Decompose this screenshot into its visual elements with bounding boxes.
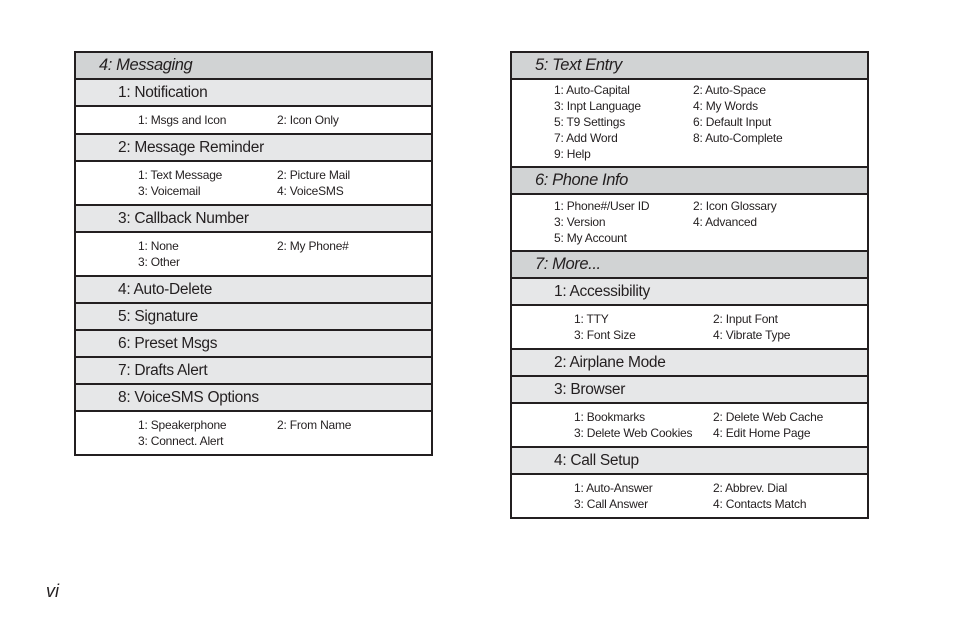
option: 9: Help <box>554 147 591 161</box>
menu-item-drafts-alert: 7: Drafts Alert <box>76 358 431 385</box>
notification-options <box>76 107 431 135</box>
option: 1: Text Message <box>138 168 223 182</box>
option: 1: Auto-Capital <box>554 83 630 97</box>
option: 4: Advanced <box>693 215 757 229</box>
option: 1: Phone#/User ID <box>554 199 650 213</box>
option: 4: VoiceSMS <box>277 184 344 198</box>
option: 3: Call Answer <box>574 497 648 511</box>
option: 1: Auto-Answer <box>574 481 653 495</box>
option: 2: Delete Web Cache <box>713 410 824 424</box>
menu-item-call-setup: 4: Call Setup <box>512 448 867 475</box>
browser-options <box>512 404 867 448</box>
option: 3: Inpt Language <box>554 99 641 113</box>
option: 3: Voicemail <box>138 184 201 198</box>
option: 4: Edit Home Page <box>713 426 811 440</box>
phone-info-header: 6: Phone Info <box>512 168 867 195</box>
menu-item-auto-delete: 4: Auto-Delete <box>76 277 431 304</box>
option: 3: Connect. Alert <box>138 434 224 448</box>
option: 2: From Name <box>277 418 352 432</box>
option: 3: Font Size <box>574 328 636 342</box>
option: 6: Default Input <box>693 115 772 129</box>
option: 2: Icon Glossary <box>693 199 777 213</box>
option: 1: TTY <box>574 312 609 326</box>
option: 2: Picture Mail <box>277 168 351 182</box>
more-header: 7: More... <box>512 252 867 279</box>
page-number: vi <box>46 581 59 601</box>
menu-item-voicesms-options: 8: VoiceSMS Options <box>76 385 431 412</box>
menu-item-airplane-mode: 2: Airplane Mode <box>512 350 867 377</box>
messaging-menu-table <box>74 51 433 456</box>
option: 2: Auto-Space <box>693 83 766 97</box>
menu-item-preset-msgs: 6: Preset Msgs <box>76 331 431 358</box>
option: 8: Auto-Complete <box>693 131 783 145</box>
option: 5: T9 Settings <box>554 115 626 129</box>
messaging-header: 4: Messaging <box>76 53 431 80</box>
message-reminder-options <box>76 162 431 206</box>
option: 3: Other <box>138 255 180 269</box>
option: 1: Msgs and Icon <box>138 113 227 127</box>
menu-item-message-reminder: 2: Message Reminder <box>76 135 431 162</box>
phone-info-options <box>512 195 867 252</box>
menu-item-signature: 5: Signature <box>76 304 431 331</box>
settings-menu-table <box>510 51 869 519</box>
menu-item-browser: 3: Browser <box>512 377 867 404</box>
text-entry-header: 5: Text Entry <box>512 53 867 80</box>
option: 3: Version <box>554 215 606 229</box>
option: 1: Speakerphone <box>138 418 227 432</box>
voicesms-options-list <box>76 412 431 454</box>
option: 2: Input Font <box>713 312 778 326</box>
menu-item-accessibility: 1: Accessibility <box>512 279 867 306</box>
call-setup-options <box>512 475 867 517</box>
option: 7: Add Word <box>554 131 618 145</box>
option: 1: Bookmarks <box>574 410 645 424</box>
callback-number-options <box>76 233 431 277</box>
option: 4: Contacts Match <box>713 497 807 511</box>
option: 3: Delete Web Cookies <box>574 426 693 440</box>
accessibility-options <box>512 306 867 350</box>
menu-item-callback-number: 3: Callback Number <box>76 206 431 233</box>
option: 2: Abbrev. Dial <box>713 481 788 495</box>
option: 4: Vibrate Type <box>713 328 791 342</box>
option: 2: Icon Only <box>277 113 339 127</box>
option: 5: My Account <box>554 231 627 245</box>
option: 2: My Phone# <box>277 239 349 253</box>
menu-item-notification: 1: Notification <box>76 80 431 107</box>
text-entry-options <box>512 80 867 168</box>
option: 1: None <box>138 239 179 253</box>
option: 4: My Words <box>693 99 758 113</box>
